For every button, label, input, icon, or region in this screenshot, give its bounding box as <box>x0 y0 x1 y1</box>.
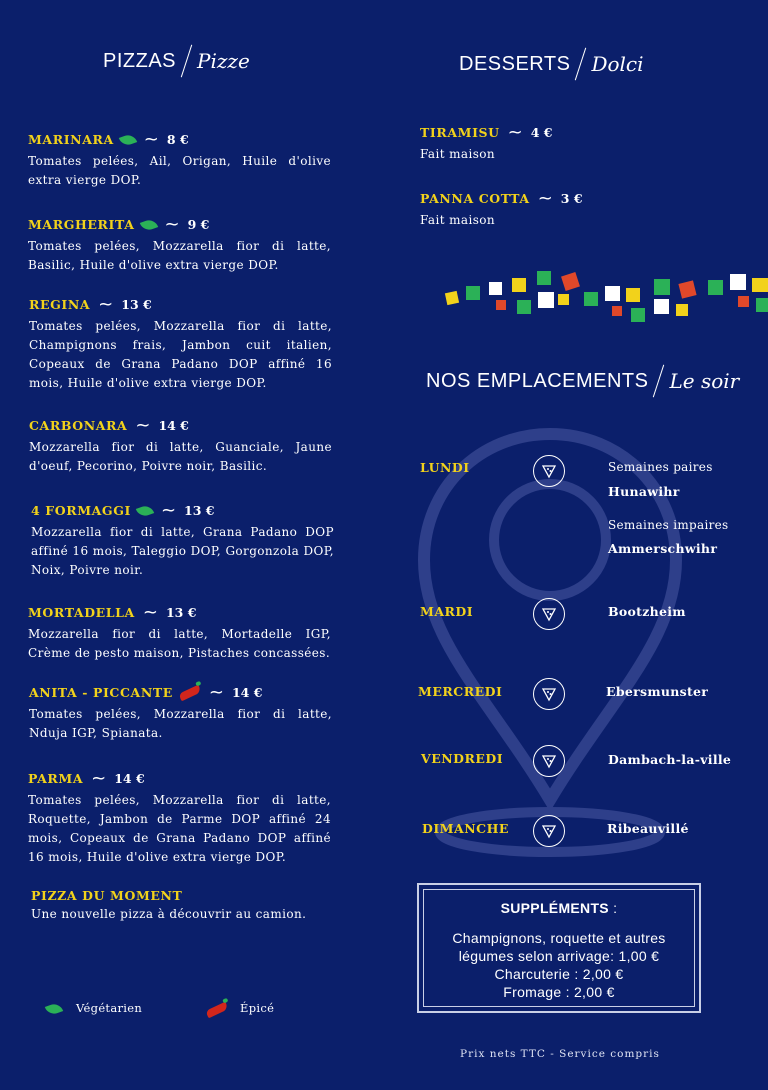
pizza-price: 14 € <box>231 685 263 700</box>
pizza-description: Mozzarella fior di latte, Guanciale, Jaune d'oeuf, Pecorino, Poivre noir, Basilic. <box>29 440 332 473</box>
pizza-item: MARINARA ~ 8 € Tomates pelées, Ail, Origan, Huile d'olive extra vierge DOP. <box>28 129 331 190</box>
header-divider <box>575 48 586 81</box>
location-day: MERCREDI <box>418 684 503 699</box>
pizza-price: 13 € <box>165 605 197 620</box>
pizza-item: PARMA ~ 14 € Tomates pelées, Mozzarella fior di latte, Roquette, Jambon de Parme DOP affiné 24 mois, Copeaux de Grana Padano DOP affiné 16 mois, Huile d'olive extra vierge DOP. <box>28 768 331 867</box>
supplement-line: Champignons, roquette et autres <box>452 930 666 946</box>
pizza-price: 9 € <box>187 217 210 232</box>
square <box>631 308 645 322</box>
pizza-description: Tomates pelées, Mozzarella fior di latte, Roquette, Jambon de Parme DOP affiné 24 mois, Copeaux de Grana Padano DOP affiné 16 mois, Huile d'olive extra vierge DOP. <box>28 793 331 864</box>
dessert-price: 3 € <box>560 191 583 206</box>
pizza-item: REGINA ~ 13 € Tomates pelées, Mozzarella fior di latte, Champignons frais, Jambon cuit italien, Copeaux de Grana Padano DOP affiné 16 mois, Huile d'olive extra vierge DOP. <box>29 294 332 393</box>
pizza-item: MARGHERITA ~ 9 € Tomates pelées, Mozzarella fior di latte, Basilic, Huile d'olive extra vierge DOP. <box>28 214 331 275</box>
square <box>708 280 723 295</box>
locations-subtitle: Le soir <box>669 369 740 393</box>
desserts-title: DESSERTS <box>459 52 571 75</box>
square <box>561 272 580 291</box>
dessert-price: 4 € <box>530 125 553 140</box>
location-row <box>418 678 760 708</box>
square <box>517 300 531 314</box>
location-place: Ebersmunster <box>606 684 709 699</box>
square <box>605 286 620 301</box>
square <box>738 296 749 307</box>
dessert-name: PANNA COTTA <box>420 191 530 206</box>
pizza-name: PARMA <box>28 771 84 786</box>
locations-header <box>426 364 739 398</box>
location-place: Bootzheim <box>608 604 686 619</box>
supplement-line: Charcuterie : 2,00 € <box>494 966 624 982</box>
square <box>537 271 551 285</box>
legend-spicy: Épicé <box>240 1001 275 1015</box>
desserts-header <box>459 47 644 81</box>
pizzas-subtitle: Pizze <box>197 49 250 73</box>
location-day: VENDREDI <box>421 751 504 766</box>
square <box>466 286 480 300</box>
square <box>676 304 688 316</box>
pizza-description: Tomates pelées, Mozzarella fior di latte, Nduja IGP, Spianata. <box>29 707 332 740</box>
square <box>445 291 459 305</box>
pizza-name: REGINA <box>29 297 91 312</box>
decorative-squares <box>440 262 768 326</box>
pizza-price: 13 € <box>184 503 215 518</box>
pizza-price: 14 € <box>114 771 145 786</box>
header-divider <box>181 45 192 78</box>
location-place: Ribeauvillé <box>607 821 689 836</box>
square <box>654 299 669 314</box>
chili-icon <box>205 1002 228 1019</box>
supplements-title: SUPPLÉMENTS <box>500 900 609 916</box>
pizza-name: MARGHERITA <box>28 217 135 232</box>
pizza-name: CARBONARA <box>29 418 128 433</box>
location-place: Hunawihr <box>608 484 680 499</box>
location-row <box>420 458 760 568</box>
pizza-description: Tomates pelées, Ail, Origan, Huile d'olive extra vierge DOP. <box>28 154 331 187</box>
locations-title: NOS EMPLACEMENTS <box>426 369 649 392</box>
header-divider <box>653 365 664 398</box>
desserts-subtitle: Dolci <box>591 52 644 76</box>
dessert-item: TIRAMISU ~ 4 € Fait maison <box>420 122 720 164</box>
pizza-icon <box>533 678 565 710</box>
pizza-item: ANITA - PICCANTE ~ 14 € Tomates pelées, Mozzarella fior di latte, Nduja IGP, Spianata. <box>29 682 332 743</box>
pizza-name: MORTADELLA <box>28 605 135 620</box>
leaf-icon <box>139 217 157 232</box>
location-note: Semaines paires <box>608 460 713 474</box>
pizza-icon <box>533 815 565 847</box>
footer-note: Prix nets TTC - Service compris <box>460 1048 660 1060</box>
location-place: Dambach-la-ville <box>608 752 732 767</box>
location-day: DIMANCHE <box>422 821 509 836</box>
pizza-item: 4 FORMAGGI ~ 13 € Mozzarella fior di latte, Grana Padano DOP affiné 16 mois, Taleggio DOP, Gorgonzola DOP, Noix, Poivre noir. <box>31 500 334 580</box>
pizza-item: CARBONARA ~ 14 € Mozzarella fior di latte, Guanciale, Jaune d'oeuf, Pecorino, Poivre noir, Basilic. <box>29 415 332 476</box>
square <box>756 298 768 312</box>
pizza-icon <box>533 455 565 487</box>
pizza-description: Mozzarella fior di latte, Mortadelle IGP, Crème de pesto maison, Pistaches concassées. <box>28 627 331 660</box>
pizza-price: 8 € <box>166 132 189 147</box>
square <box>612 306 622 316</box>
leaf-icon <box>45 1002 63 1017</box>
pizza-name: MARINARA <box>28 132 114 147</box>
pizza-du-moment <box>31 888 351 924</box>
square <box>678 280 696 298</box>
supplements-title-colon: : <box>613 900 618 916</box>
pizzas-title: PIZZAS <box>103 49 177 72</box>
square <box>626 288 640 302</box>
pizza-price: 13 € <box>121 297 152 312</box>
pizza-icon <box>533 598 565 630</box>
pizzas-header <box>103 44 250 78</box>
dessert-name: TIRAMISU <box>420 125 500 140</box>
supplements-box <box>417 883 701 1013</box>
location-row <box>420 598 760 628</box>
supplements-title-row <box>419 899 699 917</box>
pizza-price: 14 € <box>158 418 189 433</box>
pizza-name: ANITA - PICCANTE <box>29 685 173 700</box>
location-place: Ammerschwihr <box>608 541 718 556</box>
square <box>584 292 598 306</box>
dessert-description: Fait maison <box>420 213 496 227</box>
pizza-description: Tomates pelées, Mozzarella fior di latte, Champignons frais, Jambon cuit italien, Copeaux de Grana Padano DOP affiné 16 mois, Huile d'olive extra vierge DOP. <box>29 319 332 390</box>
legend-vegetarian: Végétarien <box>76 1001 143 1015</box>
square <box>512 278 526 292</box>
square <box>489 282 502 295</box>
pizza-name: 4 FORMAGGI <box>31 503 131 518</box>
leaf-icon <box>119 132 137 147</box>
square <box>558 294 569 305</box>
square <box>730 274 746 290</box>
supplements-lines <box>419 929 699 1001</box>
location-row <box>421 745 761 775</box>
chili-icon <box>178 684 201 701</box>
location-day: MARDI <box>420 604 474 619</box>
legend <box>44 1000 304 1020</box>
location-day: LUNDI <box>420 460 470 475</box>
pizza-description: Mozzarella fior di latte, Grana Padano DOP affiné 16 mois, Taleggio DOP, Gorgonzola DOP, Noix, Poivre noir. <box>31 525 334 577</box>
square <box>752 278 768 292</box>
square <box>654 279 670 295</box>
supplement-line: Fromage : 2,00 € <box>503 984 615 1000</box>
pizza-item: MORTADELLA ~ 13 € Mozzarella fior di latte, Mortadelle IGP, Crème de pesto maison, Pistaches concassées. <box>28 602 331 663</box>
pizza-icon <box>533 745 565 777</box>
location-row <box>422 815 762 845</box>
square <box>496 300 506 310</box>
location-note: Semaines impaires <box>608 518 729 532</box>
dessert-item: PANNA COTTA ~ 3 € Fait maison <box>420 188 720 230</box>
dessert-description: Fait maison <box>420 147 496 161</box>
leaf-icon <box>136 503 154 518</box>
pizza-name: PIZZA DU MOMENT <box>31 888 183 903</box>
square <box>538 292 554 308</box>
pizza-description: Tomates pelées, Mozzarella fior di latte, Basilic, Huile d'olive extra vierge DOP. <box>28 239 331 272</box>
pizza-description: Une nouvelle pizza à découvrir au camion. <box>31 907 307 921</box>
supplement-line: légumes selon arrivage: 1,00 € <box>458 948 660 964</box>
